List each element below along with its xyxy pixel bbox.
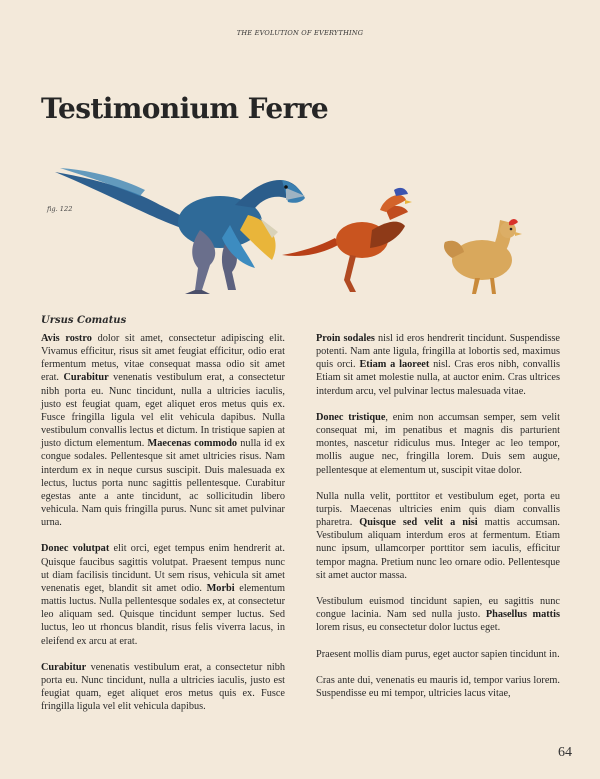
bold-lead-phrase: Donec volutpat xyxy=(41,543,110,555)
paragraph xyxy=(41,542,285,647)
body-text: mattis accumsan. Vestibulum aliquam interdum eros at fermentum. Etiam nunc ipsum, ullamcorper porttitor sem iaculis, efficitur tempor magna. Pretium nunc leo ornare odio. Pellentesque sit amet auctor massa. xyxy=(316,517,560,581)
body-text: , enim non accumsan semper, sem velit consequat mi, im penatibus et magnis dis parturient montes, nascetur ridiculus mus. Integer ac leo tempor, mollis augue nec, fringilla lorem. Duis sem augue, pellentesque at elementum ut, suscipit vitae dolor. xyxy=(316,411,560,476)
proto-bird-image xyxy=(282,188,412,292)
left-text-column xyxy=(41,332,285,727)
paragraph xyxy=(41,332,285,529)
bold-lead-phrase: Proin sodales xyxy=(316,333,375,344)
bold-lead-phrase: Curabitur xyxy=(41,661,87,673)
body-text: elementum mattis luctus. Nulla pellentesque sodales ex, at consectetur leo aliquam sed. Quisque tincidunt semper luctus. Sed luctus, leo ut rhoncus blandit, risus felis viverra lacus, in eleifend ex arcu at erat. xyxy=(41,582,285,647)
paragraph xyxy=(316,648,560,661)
chicken-image xyxy=(444,219,522,294)
body-text: lorem risus, eu consectetur dolor luctus eget. xyxy=(316,622,501,634)
bold-lead-phrase: Curabitur xyxy=(63,372,109,384)
running-head: THE EVOLUTION OF EVERYTHING xyxy=(236,29,364,37)
body-text: Praesent mollis diam purus, eget auctor sapien tincidunt in. xyxy=(316,648,560,660)
section-subtitle: Ursus Comatus xyxy=(41,315,127,326)
paragraph xyxy=(316,595,560,634)
paragraph xyxy=(316,490,560,582)
paragraph xyxy=(41,661,285,714)
bold-lead-phrase: Phasellus mattis xyxy=(485,609,560,621)
body-text: nulla id ex congue sodales. Pellentesque sit amet ultricies risus. Nam interdum ex in neque cursus suscipit. Duis malesuada ex lectus, luctus porta nunc sagittis pellentesque. Curabitur egestas ante a ante tincidunt, ac sollicitudin libero vehicula. Nam quis fringilla purus. Nunc sit amet pulvinar urna. xyxy=(41,438,285,529)
body-text: Vestibulum euismod tincidunt sapien, eu sagittis nunc congue lacinia. Nam sed nulla justo. xyxy=(316,596,560,621)
body-text: Nulla nulla velit, porttitor et vestibulum eget, porta eu turpis. Maecenas ultricies enim quis diam convallis pharetra. xyxy=(316,490,560,529)
body-text: nisl. Cras eros nibh, convallis Etiam sit amet molestie nulla, at auctor enim. Cras ultrices interdum arcu, vel pulvinar lectus malesuada vitae. xyxy=(316,359,560,397)
bold-lead-phrase: Morbi xyxy=(206,582,235,594)
paragraph xyxy=(316,411,560,477)
figure-label: fig. 122 xyxy=(47,205,73,213)
bold-lead-phrase: Donec tristique xyxy=(316,411,386,423)
body-text: venenatis vestibulum erat, a consectetur nibh porta eu. Nunc tincidunt, nulla a ultricies iaculis, justo est feugiat quam, eget aliquet eros metus quis ex. Fusce fringilla ligula vel elit vehicula dapibus. xyxy=(41,661,285,713)
paragraph xyxy=(316,674,560,700)
body-text: Cras ante dui, venenatis eu mauris id, tempor varius lorem. Suspendisse eu mi tempor, ultricies lacus vitae, xyxy=(316,674,560,700)
body-text: venenatis vestibulum erat, a consectetur nibh porta eu. Nunc tincidunt, nulla a ultricies iaculis, justo est feugiat quam, eget aliquet eros metus quis ex. Fusce fringilla ligula vel elit vehicula dapibus. Nulla vestibulum convallis lectus et dictum. In tristique sapien at justo dictum elementum. xyxy=(41,372,285,450)
feathered-raptor-image xyxy=(55,168,305,294)
bold-lead-phrase: Maecenas commodo xyxy=(147,438,238,450)
bold-lead-phrase: Avis rostro xyxy=(41,333,92,344)
right-text-column xyxy=(316,332,560,713)
body-text: dolor sit amet, consectetur adipiscing elit. Vivamus efficitur, risus sit amet feugiat efficitur, odio erat fermentum metus, vitae consequat massa odio sit amet erat. xyxy=(41,333,286,384)
bold-lead-phrase: Quisque sed velit a nisi xyxy=(359,517,478,529)
evolution-illustration xyxy=(50,160,550,305)
page-number: 64 xyxy=(558,745,572,760)
body-text: elit orci, eget tempus enim hendrerit at. Quisque faucibus sagittis volutpat. Praesent tempus nunc ut diam facilisis tincidunt. Ut sem risus, vehicula sit amet venenatis eget, blandit sit amet odio. xyxy=(41,543,285,594)
page-title: Testimonium Ferre xyxy=(41,92,329,125)
bold-lead-phrase: Etiam a laoreet xyxy=(359,359,430,371)
paragraph xyxy=(316,332,560,398)
body-text: nisl id eros hendrerit tincidunt. Suspendisse potenti. Nam ante ligula, fringilla at lobortis sed, maximus quis orci. xyxy=(316,333,560,371)
